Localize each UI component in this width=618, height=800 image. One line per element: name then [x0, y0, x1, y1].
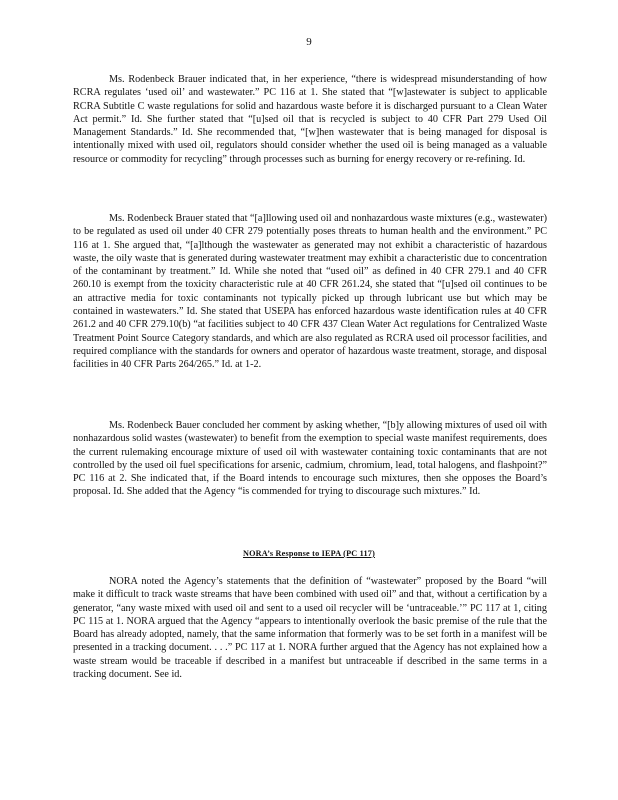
section-heading [0, 547, 618, 560]
paragraph-rodenbeck-brauer-experience [73, 73, 547, 166]
paragraph-text: Ms. Rodenbeck Brauer indicated that, in her experience, “there is widespread misunderstanding of how RCRA regulates ‘used oil’ and wastewater.” PC 116 at 1. She stated that “[w]astewater is subject to applicable RCRA Subtitle C waste regulations for solid and hazardous waste before it is discharged pursuant to a Clean Water Act permit.” Id. She further stated that “[u]sed oil that is recycled is subject to 40 CFR Part 279 Used Oil Management Standards.” Id. She recommended that, “[w]hen wastewater that is being managed for disposal is intentionally mixed with used oil, regulators should consider whether the used oil is being managed as a valuable resource or commodity for recycling” through processes such as burning for energy recovery or re-refining. Id. [73, 74, 547, 165]
paragraph-text: Ms. Rodenbeck Bauer concluded her comment by asking whether, “[b]y allowing mixtures of used oil with nonhazardous solid wastes (wastewater) to benefit from the exemption to special waste manifest requirements, does the current rulemaking encourage mixture of used oil with wastewater containing toxic contaminants that are not controlled by the used oil fuel specifications for arsenic, cadmium, chromium, lead, total halogens, and flashpoint?” PC 116 at 2. She indicated that, if the Board intends to encourage such mixtures, then she opposes the Board’s proposal. Id. She added that the Agency “is commended for trying to discourage such mixtures.” Id. [73, 420, 547, 498]
section-heading-text: NORA’s Response to IEPA (PC 117) [242, 549, 375, 558]
paragraph-text: Ms. Rodenbeck Brauer stated that “[a]llowing used oil and nonhazardous waste mixtures (e.g., wastewater) to be regulated as used oil under 40 CFR 279 potentially poses threats to human health and the environment.” PC 116 at 1. She argued that, “[a]lthough the wastewater as generated may not exhibit a characteristic of hazardous waste, the oily waste that is generated during wastewater treatment may exhibit a characteristic due to concentration of the contaminant by treatment.” Id. While she noted that “used oil” as defined in 40 CFR 279.1 and 40 CFR 260.10 is exempt from the toxicity characteristic rule at 40 CFR 261.24, she stated that “[u]sed oil continues to be an attractive media for toxic contaminants not typically picked up through lubricant use but which may be contained in wastewaters.” Id. She stated that USEPA has enforced hazardous waste identification rules at 40 CFR 261.2 and 40 CFR 279.10(b) “at facilities subject to 40 CFR 437 Clean Water Act regulations for Centralized Waste Treatment Point Source Category standards, and which are also regulated as RCRA used oil processor facilities, and required compliance with the standards for owners and operator of hazardous waste treatment, storage, and disposal facilities in 40 CFR Parts 264/265.” Id. at 1-2. [73, 213, 547, 371]
paragraph-used-oil-mixtures [73, 212, 547, 372]
paragraph-nora-response [73, 575, 547, 681]
paragraph-text: NORA noted the Agency’s statements that the definition of “wastewater” proposed by the Board “will make it difficult to track waste streams that have been combined with used oil” and that, without a certification by a generator, “any waste mixed with used oil and sent to a used oil recycler will be ‘untraceable.’” PC 117 at 1, citing PC 115 at 1. NORA argued that the Agency “appears to intentionally overlook the basic premise of the rule that the Board has already adopted, namely, that the same information that formerly was to be set forth in a manifest will be presented in a tracking document. . . .” PC 117 at 1. NORA further argued that the Agency has not explained how a waste stream would be traceable if described in a manifest but untraceable if described in the same terms in a tracking document. See id. [73, 576, 547, 681]
page-number: 9 [306, 36, 312, 48]
paragraph-rodenbeck-bauer-conclusion [73, 419, 547, 499]
